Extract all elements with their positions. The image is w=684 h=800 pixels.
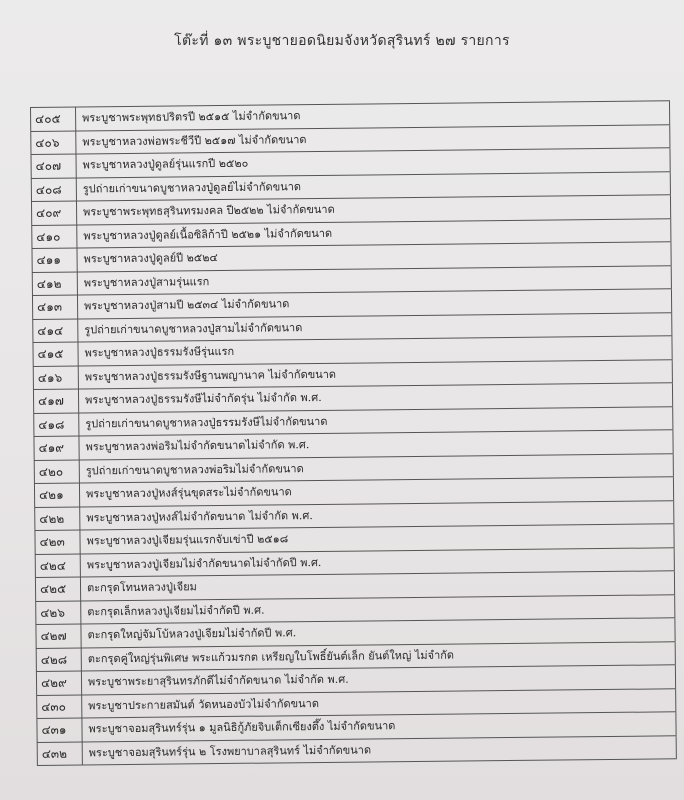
item-description: พระบูชาหลวงปู่เจียมไม่จำกัดขนาดไม่จำกัดปี พ.ศ. — [81, 548, 675, 577]
item-number: ๔๑๗ — [33, 390, 79, 413]
item-number: ๔๒๓ — [34, 530, 80, 553]
item-number: ๔๒๑ — [34, 483, 80, 506]
item-description: พระบูชาหลวงพ่อพระชีวีปี ๒๕๑๗ ไม่จำกัดขนาด — [76, 125, 670, 154]
item-description: ตะกรุดคู่ใหญ่รุ่นพิเศษ พระแก้วมรกต เหรียญใบโพธิ์ยันต์เล็ก ยันต์ใหญ่ ไม่จำกัด — [82, 642, 676, 671]
item-number: ๔๒๔ — [35, 554, 81, 577]
item-description: รูปถ่ายเก่าขนาดบูชาหลวงปู่ธรรมรังษีไม่จำกัดขนาด — [79, 407, 673, 436]
item-description: พระบูชาหลวงปู่หงส์รุ่นขุดสระไม่จำกัดขนาด — [80, 477, 674, 506]
item-number: ๔๒๒ — [34, 507, 80, 530]
item-table — [30, 100, 677, 766]
item-description: รูปถ่ายเก่าขนาดบูชาหลวงปู่ดูลย์ไม่จำกัดขนาด — [77, 172, 671, 201]
item-number: ๔๑๐ — [31, 225, 77, 248]
item-number: ๔๒๐ — [34, 460, 80, 483]
item-description: พระบูชาหลวงปู่เจียมรุ่นแรกจับเข่าปี ๒๕๑๘ — [80, 524, 674, 553]
item-description: พระบูชาหลวงพ่อริมไม่จำกัดขนาดไม่จำกัด พ.ศ. — [79, 430, 673, 459]
item-description: พระบูชาหลวงปู่ดูลย์เนื้อซิลิก้าปี ๒๕๒๑ ไม่จำกัดขนาด — [77, 219, 671, 248]
item-number: ๔๑๙ — [33, 437, 79, 460]
item-number: ๔๓๐ — [36, 695, 82, 718]
item-description: พระบูชาจอมสุรินทร์รุ่น ๑ มูลนิธิกู้ภัยจิบเต็กเซียงตึ๊ง ไม่จำกัดขนาด — [82, 712, 676, 741]
item-description: พระบูชาพระพุทธปริตรปี ๒๕๑๕ ไม่จำกัดขนาด — [76, 101, 670, 130]
item-number: ๔๐๙ — [31, 202, 77, 225]
item-description: พระบูชาหลวงปู่ธรรมรังษีไม่จำกัดรุ่น ไม่จำกัด พ.ศ. — [79, 383, 673, 412]
item-number: ๔๑๕ — [32, 343, 78, 366]
item-number: ๔๐๕ — [30, 108, 76, 131]
item-description: ตะกรุดใหญ่จัมโบ้หลวงปู่เจียมไม่จำกัดปี พ.ศ. — [81, 618, 675, 647]
item-description: พระบูชาพระยาสุรินทรภักดีไม่จำกัดขนาด ไม่จำกัด พ.ศ. — [82, 665, 676, 694]
item-number: ๔๒๘ — [36, 648, 82, 671]
item-number: ๔๓๑ — [36, 718, 82, 741]
item-description: พระบูชาหลวงปู่ธรรมรังษีรุ่นแรก — [78, 336, 672, 365]
item-number: ๔๑๑ — [31, 249, 77, 272]
item-description: พระบูชาหลวงปู่ธรรมรังษีฐานพญานาค ไม่จำกัดขนาด — [79, 360, 673, 389]
item-description: พระบูชาหลวงปู่สามรุ่นแรก — [78, 266, 672, 295]
item-description: รูปถ่ายเก่าขนาดบูชาหลวงพ่อริมไม่จำกัดขนาด — [80, 454, 674, 483]
page-title: โต๊ะที่ ๑๓ พระบูชายอดนิยมจังหวัดสุรินทร์ ๒๗ รายการ — [174, 33, 510, 49]
item-description: ตะกรุดเล็กหลวงปู่เจียมไม่จำกัดปี พ.ศ. — [81, 595, 675, 624]
item-number: ๔๑๓ — [32, 296, 78, 319]
item-number: ๔๐๖ — [30, 131, 76, 154]
item-number: ๔๑๘ — [33, 413, 79, 436]
item-number: ๔๒๗ — [35, 624, 81, 647]
item-description: พระบูชาหลวงปู่ดูลย์ปี ๒๕๒๔ — [77, 242, 671, 271]
item-number: ๔๒๖ — [35, 601, 81, 624]
item-number: ๔๓๒ — [37, 742, 83, 765]
item-description: ตะกรุดโทนหลวงปู่เจียม — [81, 571, 675, 600]
item-number: ๔๒๕ — [35, 577, 81, 600]
item-description: พระบูชาพระพุทธสุรินทรมงคล ปี๒๕๒๒ ไม่จำกัดขนาด — [77, 195, 671, 224]
item-number: ๔๐๗ — [31, 155, 77, 178]
item-number: ๔๒๙ — [36, 671, 82, 694]
item-number: ๔๐๘ — [31, 178, 77, 201]
item-description: รูปถ่ายเก่าขนาดบูชาหลวงปู่สามไม่จำกัดขนาด — [78, 313, 672, 342]
item-description: พระบูชาจอมสุรินทร์รุ่น ๒ โรงพยาบาลสุรินทร์ ไม่จำกัดขนาด — [83, 736, 677, 765]
item-number: ๔๑๔ — [32, 319, 78, 342]
item-description: พระบูชาหลวงปู่สามปี ๒๕๓๔ ไม่จำกัดขนาด — [78, 289, 672, 318]
item-number: ๔๑๖ — [33, 366, 79, 389]
item-description: พระบูชาประกายสมันต์ วัดหนองบัวไม่จำกัดขนาด — [82, 689, 676, 718]
item-number: ๔๑๒ — [32, 272, 78, 295]
item-description: พระบูชาหลวงปู่หงส์ไม่จำกัดขนาด ไม่จำกัด พ.ศ. — [80, 501, 674, 530]
item-description: พระบูชาหลวงปู่ดูลย์รุ่นแรกปี ๒๕๒๐ — [77, 148, 671, 177]
